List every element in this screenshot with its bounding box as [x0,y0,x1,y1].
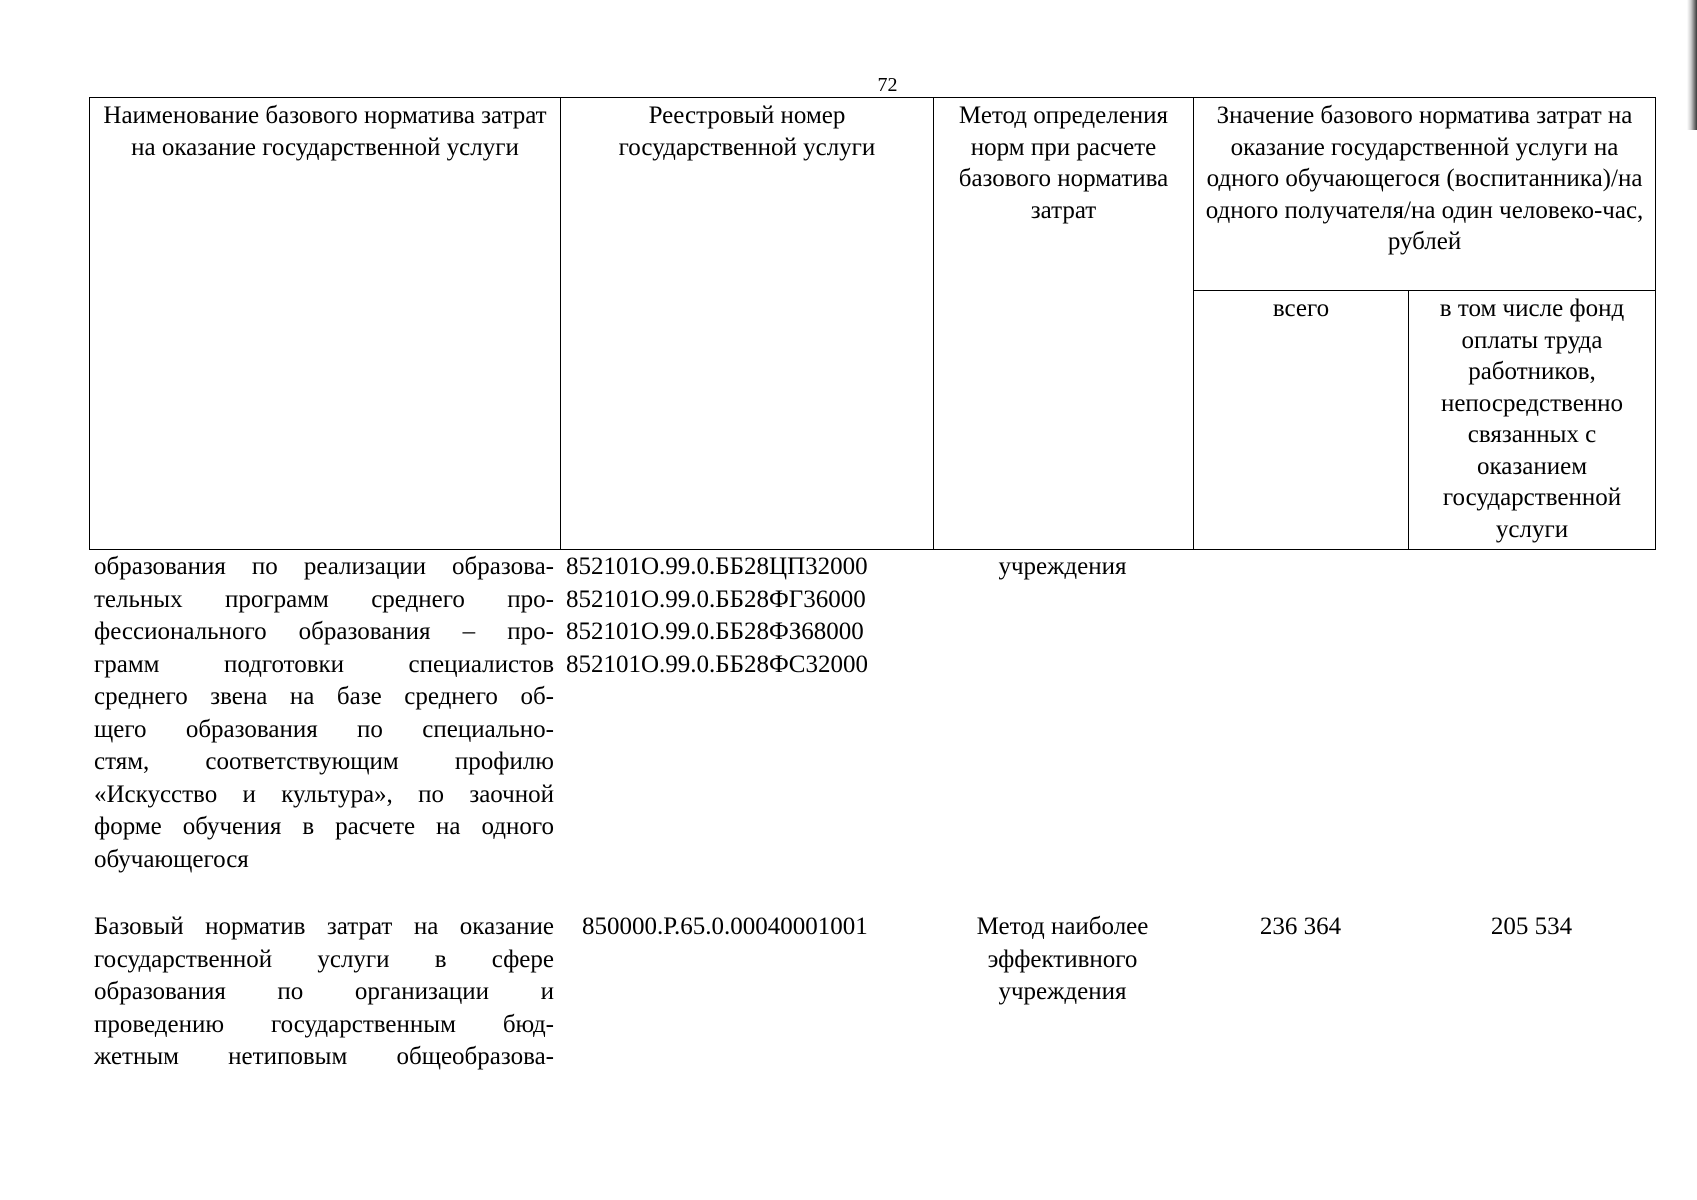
registry-code: 852101О.99.0.ББ28ФС32000 [566,650,868,678]
name-line: обучающегося [94,845,249,873]
page-number: 72 [877,74,898,96]
header-name: Наименование базового норматива затрат на оказание государственной услуги [90,98,561,550]
name-line: образования по организации и [94,978,554,1005]
header-method: Метод определения норм при расчете базового норматива затрат [934,98,1194,550]
header-total: всего [1194,291,1409,550]
name-line: форме обучения в расчете на одного [94,813,554,840]
row-fund: 205 534 [1490,913,1573,940]
registry-code: 850000.Р.65.0.00040001001 [582,913,868,940]
header-registry: Реестровый номер государственной услуги [561,98,934,550]
name-line: тельных программ среднего про- [94,585,554,613]
name-line: грамм подготовки специалистов [94,650,554,678]
name-line: среднего звена на базе среднего об- [94,683,554,710]
row-name [94,911,554,1074]
name-line: фессионального образования – про- [94,618,554,645]
name-line: государственной услуги в сфере [94,945,554,973]
row-total: 236 364 [1259,913,1342,940]
registry-code: 852101О.99.0.ББ28ЦП32000 [566,553,868,580]
row-registry-codes [582,911,952,944]
name-line: стям, соответствующим профилю [94,748,554,775]
registry-code: 852101О.99.0.ББ28ФГ36000 [566,585,866,613]
row-name [94,551,554,876]
header-row-top [90,98,1656,291]
header-fund: в том числе фонд оплаты труда работников, непосредственно связанных с оказанием государственной услуги [1409,291,1656,550]
name-line: жетным нетиповым общеобразова- [94,1043,554,1070]
registry-code: 852101О.99.0.ББ28ФЗ68000 [566,618,864,645]
table-header [89,97,1656,550]
name-line: образования по реализации образова- [94,553,554,580]
header-value: Значение базового норматива затрат на оказание государственной услуги на одного обучающегося (воспитанника)/на одного получателя/на один человеко-час, рублей [1194,98,1656,291]
scan-edge-shadow [1687,0,1697,130]
row-method: учреждения [998,553,1127,580]
name-line: щего образования по специально- [94,715,554,743]
row-registry-codes [566,551,936,681]
name-line: «Искусство и культура», по заочной [94,780,554,808]
row-method: Метод наиболее эффективного учреждения [976,913,1149,1005]
name-line: проведению государственным бюд- [94,1010,554,1038]
name-line: Базовый норматив затрат на оказание [94,913,554,940]
